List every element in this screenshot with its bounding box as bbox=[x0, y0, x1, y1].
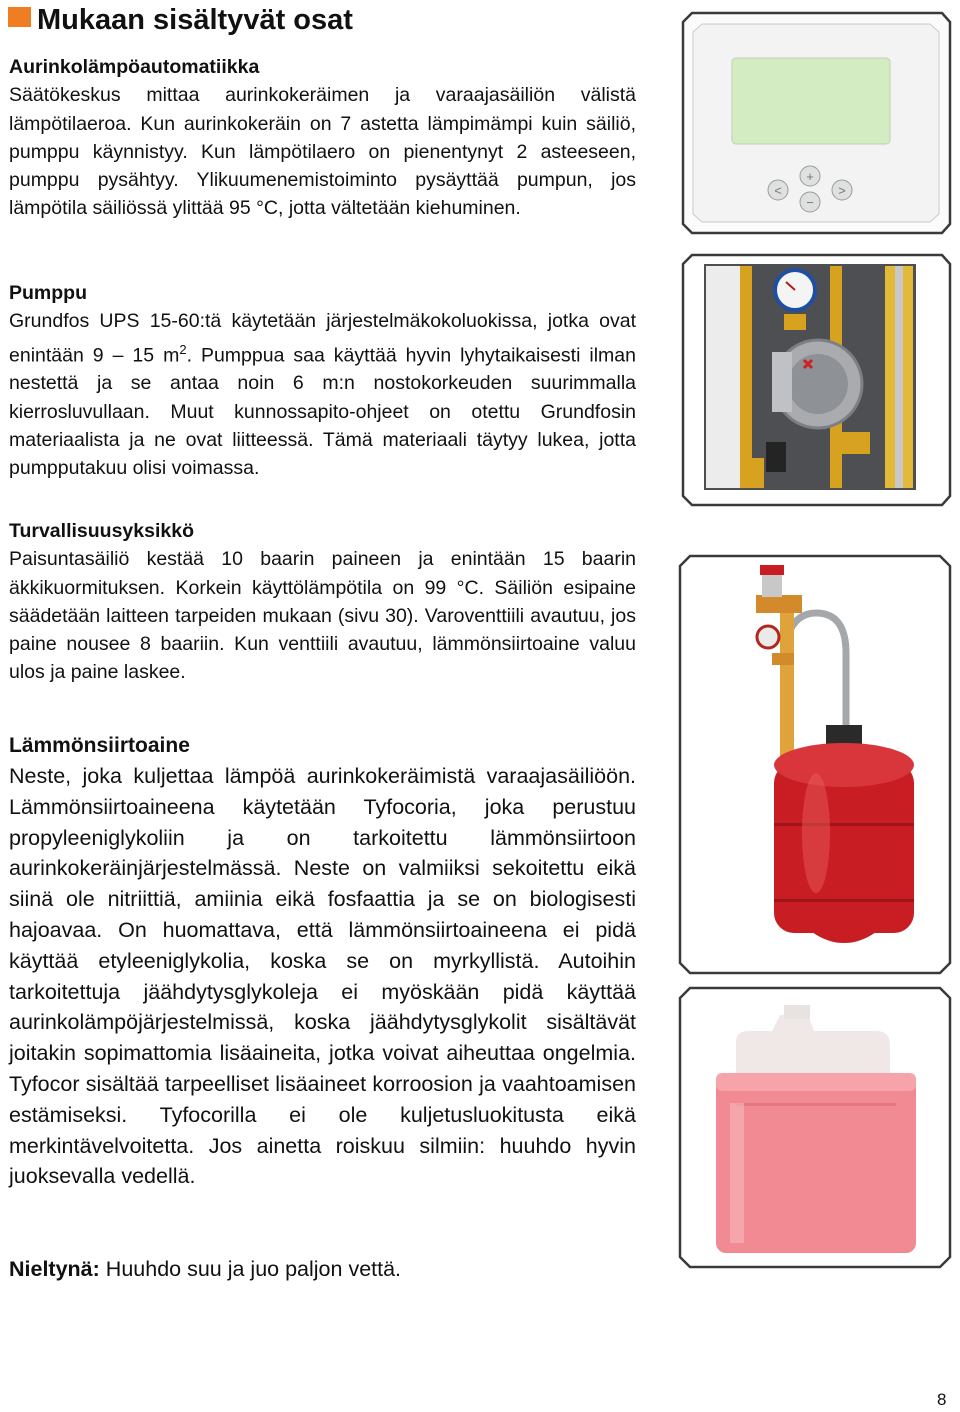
body-text-before: Grundfos UPS 15-60:tä käytetään järjestelmäkokoluokissa, jotka ovat enintään 9 – 15 m bbox=[9, 310, 636, 367]
section-heat-transfer-fluid bbox=[9, 731, 636, 1192]
svg-text:−: − bbox=[806, 195, 814, 210]
controller-button-minus bbox=[800, 192, 820, 212]
section-safety-unit bbox=[9, 517, 636, 687]
controller-button-left bbox=[768, 180, 788, 200]
swallowed-text: Huuhdo suu ja juo paljon vettä. bbox=[105, 1257, 402, 1281]
section-heading: Turvallisuusyksikkö bbox=[9, 520, 194, 542]
section-heading: Lämmönsiirtoaine bbox=[9, 734, 190, 757]
expansion-tank-image bbox=[676, 553, 954, 977]
controller-button-right bbox=[832, 180, 852, 200]
page-number: 8 bbox=[937, 1390, 947, 1409]
svg-text:>: > bbox=[838, 183, 846, 198]
superscript: 2 bbox=[179, 341, 187, 357]
controller-button-plus bbox=[800, 166, 820, 186]
page-title: Mukaan sisältyvät osat bbox=[37, 4, 353, 36]
title-accent-mark bbox=[8, 7, 31, 27]
section-automation bbox=[9, 53, 636, 223]
body-text-after: . Pumppua saa käyttää hyvin lyhytaikaisesti ilman nestettä ja se antaa noin 6 m:n nostokorkeuden suurimmalla kierrosluvullaan. Muut kunnossapito-ohjeet on otettu Grundfosin materiaalista ja ne ovat liitteessä. Tämä materiaali täytyy lukea, jotta pumpputakuu olisi voimassa. bbox=[9, 344, 636, 480]
section-heading: Pumppu bbox=[9, 282, 87, 304]
controller-image bbox=[680, 10, 952, 236]
swallowed-instruction bbox=[9, 1254, 401, 1284]
section-body: Säätökeskus mittaa aurinkokeräimen ja varaajasäiliön välistä lämpötilaeroa. Kun aurinkokeräin on 7 astetta lämpimämpi kuin säiliö, pumppu käynnistyy. Kun lämpötilaero on pienentynyt 2 asteeseen, pumppu pysähtyy. Ylikuumenemistoiminto pysäyttää pumpun, jos lämpötila säiliössä ylittää 95 °C, jotta vältetään kiehuminen. bbox=[9, 84, 636, 220]
section-body: Paisuntasäiliö kestää 10 baarin paineen ja enintään 15 baarin äkkikuormituksen. Korkein käyttölämpötila on 99 °C. Säiliön esipaine säädetään laitteen tarpeiden mukaan (sivu 30). Varoventtiili avautuu, jos paine nousee 8 baariin. Kun venttiili avautuu, lämmönsiirtoaine valuu ulos ja paine laskee. bbox=[9, 548, 636, 684]
section-heading: Aurinkolämpöautomatiikka bbox=[9, 56, 260, 78]
pump-image bbox=[680, 252, 952, 508]
svg-text:<: < bbox=[774, 183, 782, 198]
section-pump bbox=[9, 279, 636, 483]
fluid-canister-image bbox=[676, 985, 954, 1270]
svg-text:+: + bbox=[806, 169, 814, 184]
section-body bbox=[9, 307, 636, 482]
swallowed-label: Nieltynä: bbox=[9, 1257, 100, 1281]
section-body: Neste, joka kuljettaa lämpöä aurinkokeräimistä varaajasäiliöön. Lämmönsiirtoaineena käytetään Tyfocoria, joka perustuu propyleeniglykoliin ja on tarkoitettu lämmönsiirtoon aurinkokeräinjärjestelmässä. Neste on valmiiksi sekoitettu eikä siinä ole nitriittiä, amiinia eikä fosfaattia ja se on biologisesti hajoavaa. On huomattava, että lämmönsiirtoaineena ei pidä käyttää etyleeniglykolia, koska se on myrkyllistä. Autoihin tarkoitettuja jäähdytysglykoleja ei myöskään pidä käyttää aurinkolämpöjärjestelmissä, koska jäähdytysglykolit sisältävät joitakin sopimattomia lisäaineita, jotka voivat aiheuttaa ongelmia. Tyfocor sisältää tarpeelliset lisäaineet korroosion ja vaahtoamisen estämiseksi. Tyfocorilla ei ole kuljetusluokitusta eikä merkintävelvoitetta. Jos ainetta roiskuu silmiin: huuhdo hyvin juoksevalla vedellä. bbox=[9, 764, 636, 1189]
